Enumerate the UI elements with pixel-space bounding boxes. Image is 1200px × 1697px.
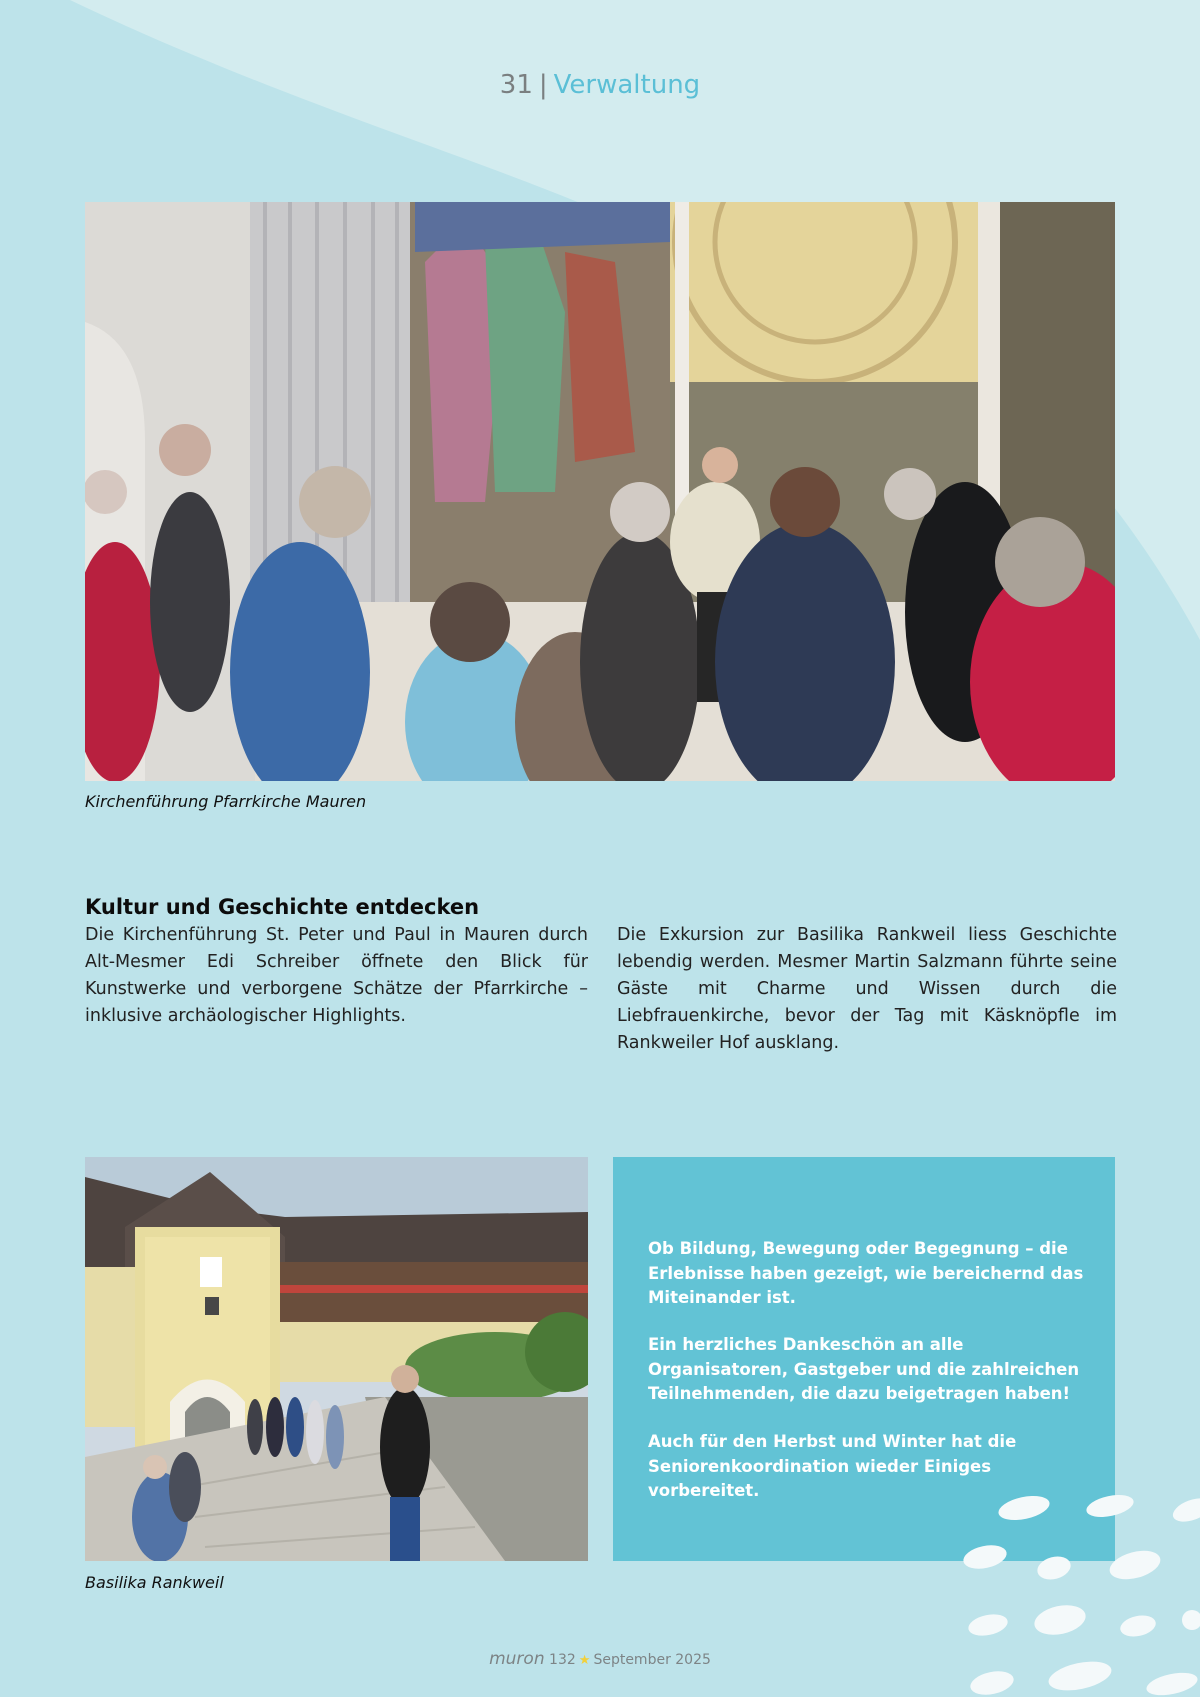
info-paragraph-3: Auch für den Herbst und Winter hat die Seniorenkoordination wieder Einiges vorbereitet. [648,1432,1017,1500]
footer-date: September 2025 [593,1652,711,1668]
footer-brand: muron [489,1649,545,1669]
article-column-left: Die Kirchenführung St. Peter und Paul in Mauren durch Alt-Mesmer Edi Schreiber öffnete den Blick für Kunstwerke und verborgene Schätze der Pfarrkirche – inklusive archäologischer Highlights. [85,925,588,1026]
page-footer [0,1649,1200,1669]
info-paragraph-2: Ein herzliches Dankeschön an alle Organisatoren, Gastgeber und die zahlreichen Teilnehmenden, die dazu beigetragen haben! [648,1335,1080,1403]
page-header [0,70,1200,100]
basilika-photo [85,1157,588,1561]
basilika-caption: Basilika Rankweil [85,1573,224,1592]
header-separator: | [538,70,548,100]
footer-issue: 132 [549,1652,576,1668]
article-column-right: Die Exkursion zur Basilika Rankweil liess Geschichte lebendig werden. Mesmer Martin Salzmann führte seine Gäste mit Charme und Wissen durch die Liebfrauenkirche, bevor der Tag mit Käsknöpfle im Rankweiler Hof ausklang. [617,925,1117,1053]
article-title: Kultur und Geschichte entdecken [85,895,480,919]
church-tour-photo [85,202,1115,781]
info-paragraph-1: Ob Bildung, Bewegung oder Begegnung – die Erlebnisse haben gezeigt, wie bereichernd das Miteinander ist. [648,1239,1084,1307]
church-tour-caption: Kirchenführung Pfarrkirche Mauren [85,792,367,811]
star-icon: ★ [578,1653,591,1668]
section-title: Verwaltung [553,70,701,100]
page-number: 31 [499,70,533,100]
